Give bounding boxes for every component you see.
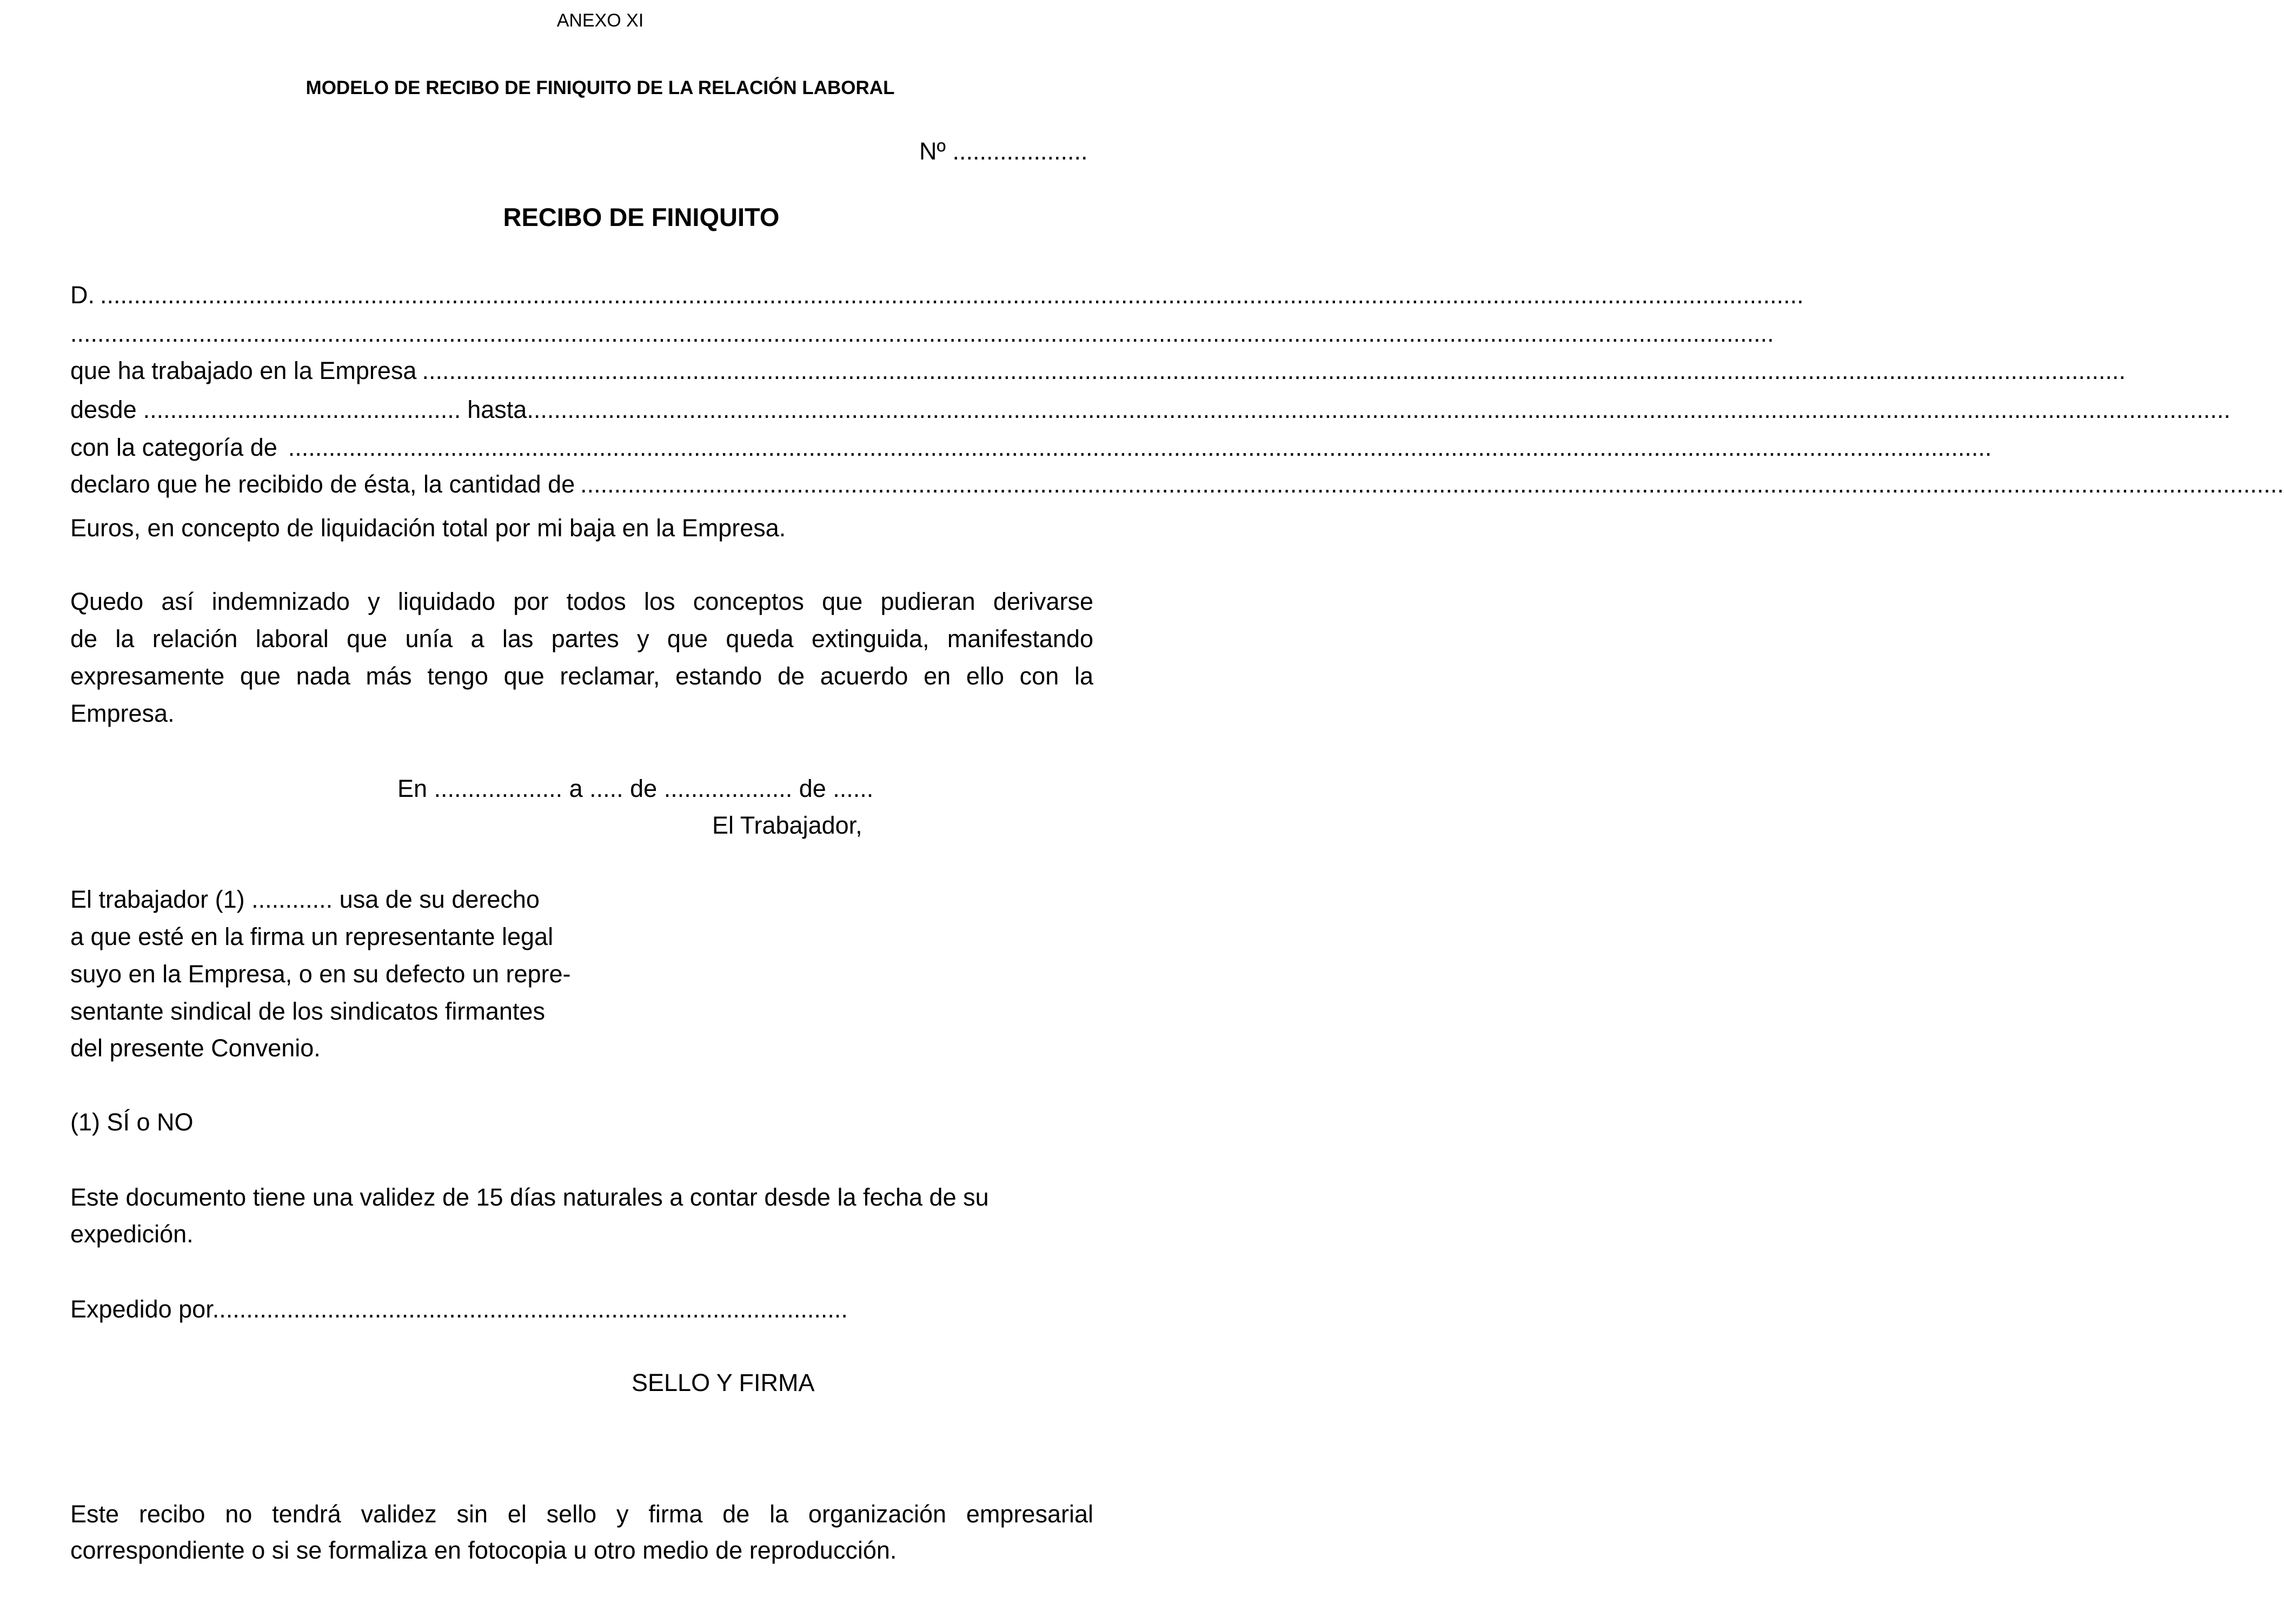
category-line	[70, 429, 1992, 466]
representative-line: sentante sindical de los sindicatos firmantes	[70, 997, 545, 1025]
name-blank-2: ............................................................................................................................................................................................................................................................	[70, 320, 1774, 347]
model-title: MODELO DE RECIBO DE FINIQUITO DE LA RELACIÓN LABORAL	[306, 77, 895, 98]
from-label: desde	[70, 396, 137, 423]
receipt-number	[919, 137, 1088, 165]
name-blank: ............................................................................................................................................................................................................................................................	[100, 281, 1804, 309]
issued-by-line: Expedido por..............................................................................................	[70, 1295, 848, 1323]
name-line	[70, 276, 1804, 314]
number-blank: ....................	[952, 137, 1088, 165]
representative-line: suyo en la Empresa, o en su defecto un repre-	[70, 960, 571, 988]
to-blank: ............................................................................................................................................................................................................................................................	[527, 396, 2230, 423]
amount-blank: ............................................................................................................................................................................................................................................................	[580, 470, 2284, 498]
name-line-2	[70, 315, 1774, 352]
category-label: con la categoría de	[70, 434, 277, 461]
validity-line: Este documento tiene una validez de 15 días naturales a contar desde la fecha de su	[70, 1183, 989, 1211]
paragraph-line: Quedo así indemnizado y liquidado por todos los conceptos que pudieran derivarse	[70, 588, 1093, 615]
dates-line	[70, 391, 2230, 428]
stamp-signature-label: SELLO Y FIRMA	[632, 1369, 815, 1396]
representative-line: del presente Convenio.	[70, 1034, 321, 1062]
company-label: que ha trabajado en la Empresa	[70, 357, 417, 384]
name-label: D.	[70, 281, 95, 309]
place-date-line: En ................... a ..... de ................... de ......	[397, 775, 874, 802]
paragraph-line: Empresa.	[70, 700, 175, 727]
amount-label: declaro que he recibido de ésta, la cantidad de	[70, 470, 575, 498]
company-blank: ............................................................................................................................................................................................................................................................	[422, 357, 2126, 384]
final-note-line: correspondiente o si se formaliza en fotocopia u otro medio de reproducción.	[70, 1536, 897, 1564]
number-label: Nº	[919, 137, 946, 165]
paragraph-line: expresamente que nada más tengo que reclamar, estando de acuerdo en ello con la	[70, 662, 1093, 690]
representative-line: El trabajador (1) ............ usa de su derecho	[70, 886, 540, 913]
representative-line: a que esté en la firma un representante legal	[70, 923, 554, 950]
from-blank: ...............................................	[143, 396, 461, 423]
document-title: RECIBO DE FINIQUITO	[503, 203, 780, 231]
to-label: hasta	[467, 396, 527, 423]
amount-line	[70, 465, 2284, 503]
footnote: (1) SÍ o NO	[70, 1108, 194, 1136]
paragraph-line: de la relación laboral que unía a las partes y que queda extinguida, manifestando	[70, 625, 1093, 653]
annex-label: ANEXO XI	[556, 10, 644, 31]
final-note-line: Este recibo no tendrá validez sin el sello y firma de la organización empresarial	[70, 1500, 1093, 1528]
category-blank: ............................................................................................................................................................................................................................................................	[288, 434, 1992, 461]
company-line	[70, 352, 2126, 389]
worker-signature-label: El Trabajador,	[712, 811, 862, 839]
validity-line: expedición.	[70, 1220, 194, 1248]
euros-line: Euros, en concepto de liquidación total por mi baja en la Empresa.	[70, 514, 786, 542]
